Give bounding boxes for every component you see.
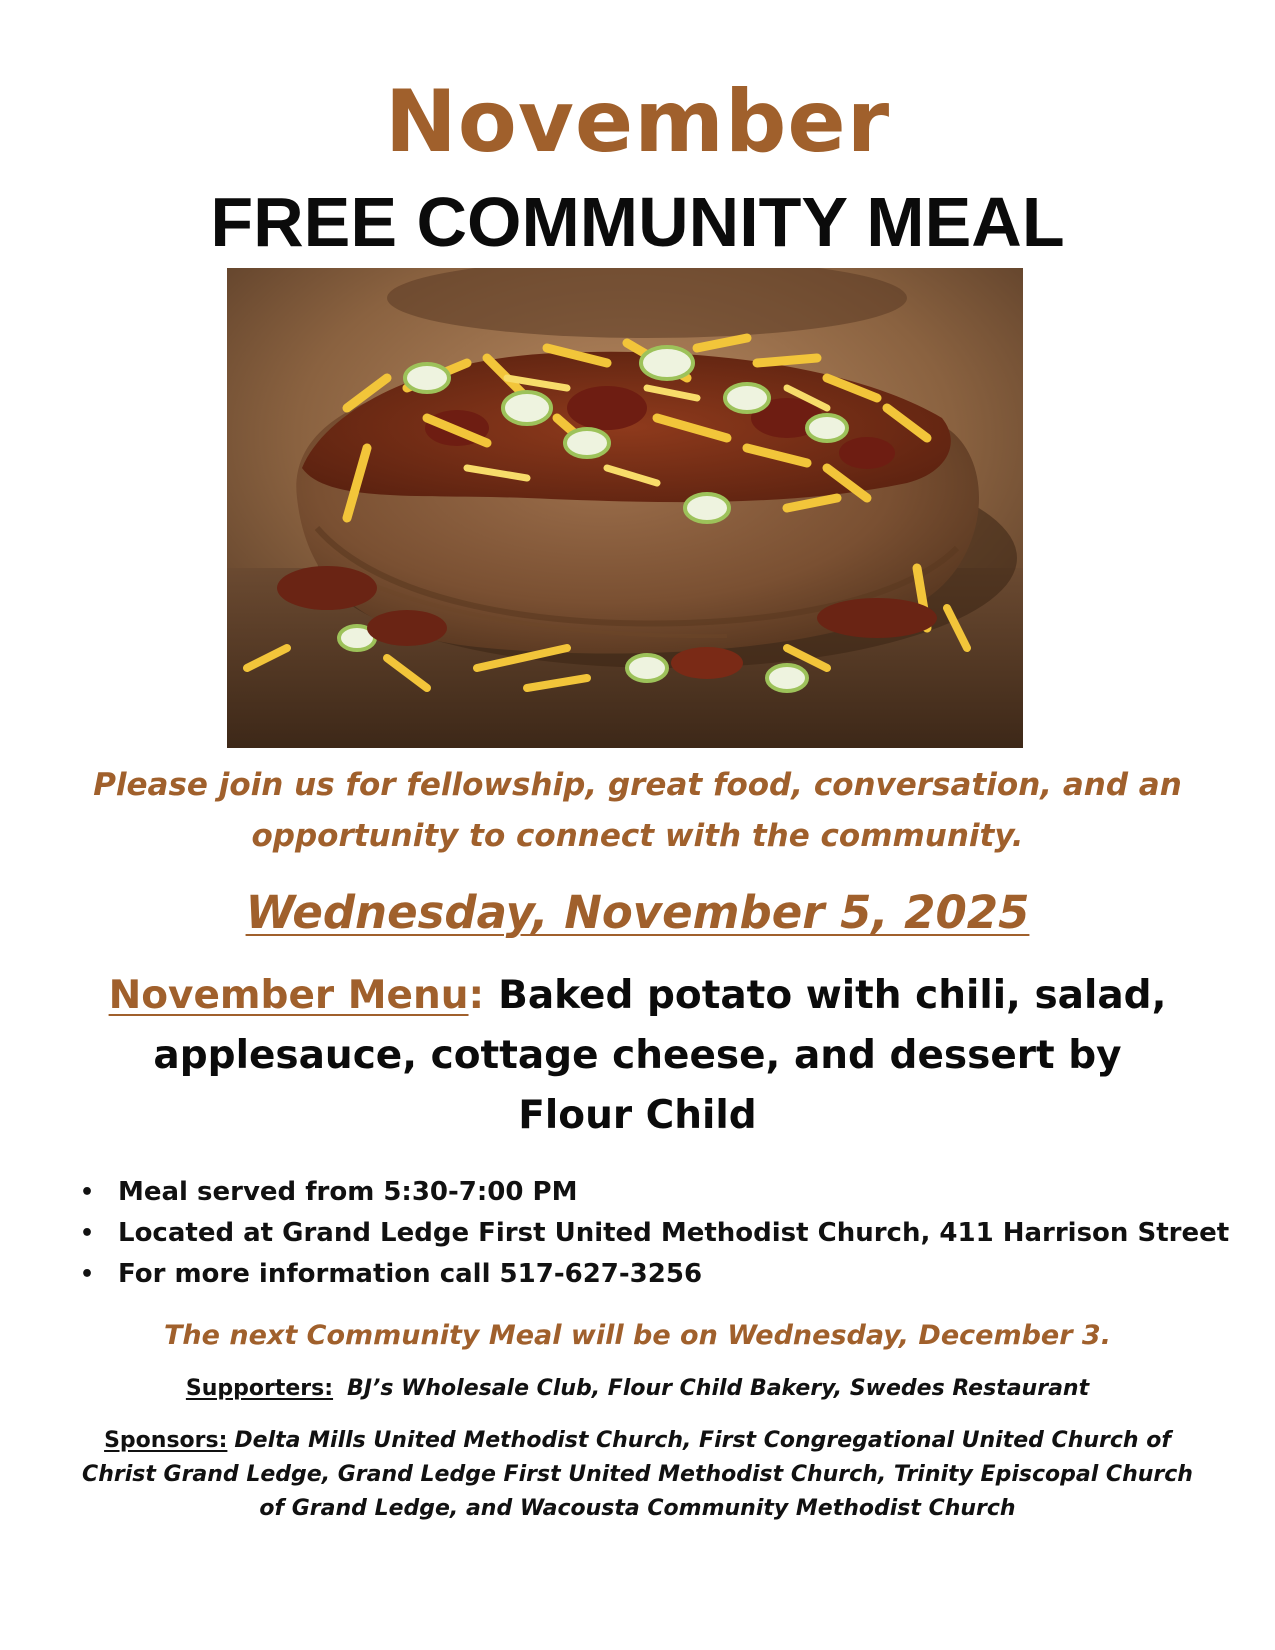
- bullet-icon: •: [80, 1262, 95, 1287]
- list-item: [80, 1172, 1230, 1213]
- menu-colon: :: [468, 973, 485, 1018]
- details-list: [80, 1172, 1230, 1295]
- meal-time-text: Meal served from 5:30-7:00 PM: [118, 1177, 578, 1207]
- bullet-icon: •: [80, 1221, 95, 1246]
- sponsors-names: Delta Mills United Methodist Church, First Congregational United Church of Christ Grand Ledge, Grand Ledge First United Methodist Church, Trinity Episcopal Church of Grand Ledge, and Wacousta Community Methodist Church: [82, 1428, 1193, 1521]
- bullet-icon: •: [80, 1180, 95, 1205]
- page-title: FREE COMMUNITY MEAL: [210, 183, 1065, 261]
- event-date-text: Wednesday, November 5, 2025: [245, 886, 1030, 939]
- list-item: [80, 1254, 1230, 1295]
- menu-section: [100, 966, 1175, 1146]
- supporters-label: Supporters:: [185, 1376, 334, 1401]
- menu-label: November Menu: [108, 973, 469, 1018]
- location-text: Located at Grand Ledge First United Methodist Church, 411 Harrison Street: [118, 1218, 1230, 1248]
- phone-info-text: For more information call 517-627-3256: [118, 1259, 703, 1289]
- next-meal-notice: The next Community Meal will be on Wednesday, December 3.: [164, 1320, 1111, 1351]
- supporters-names: BJ’s Wholesale Club, Flour Child Bakery, Swedes Restaurant: [347, 1376, 1090, 1401]
- sponsors-paragraph: [75, 1424, 1200, 1526]
- sponsors-label: Sponsors:: [104, 1428, 228, 1453]
- menu-items: Baked potato with chili, salad, applesauce, cottage cheese, and dessert by Flour Child: [153, 973, 1167, 1138]
- list-item: [80, 1213, 1230, 1254]
- supporters-line: [0, 1372, 1275, 1406]
- month-heading: November: [384, 72, 891, 172]
- invitation-text: [60, 760, 1215, 862]
- event-date: [0, 884, 1275, 942]
- invitation-line-2: opportunity to connect with the community.: [251, 818, 1024, 854]
- baked-potato-photo: [227, 268, 1023, 748]
- invitation-line-1: Please join us for fellowship, great food, conversation, and an: [93, 767, 1182, 803]
